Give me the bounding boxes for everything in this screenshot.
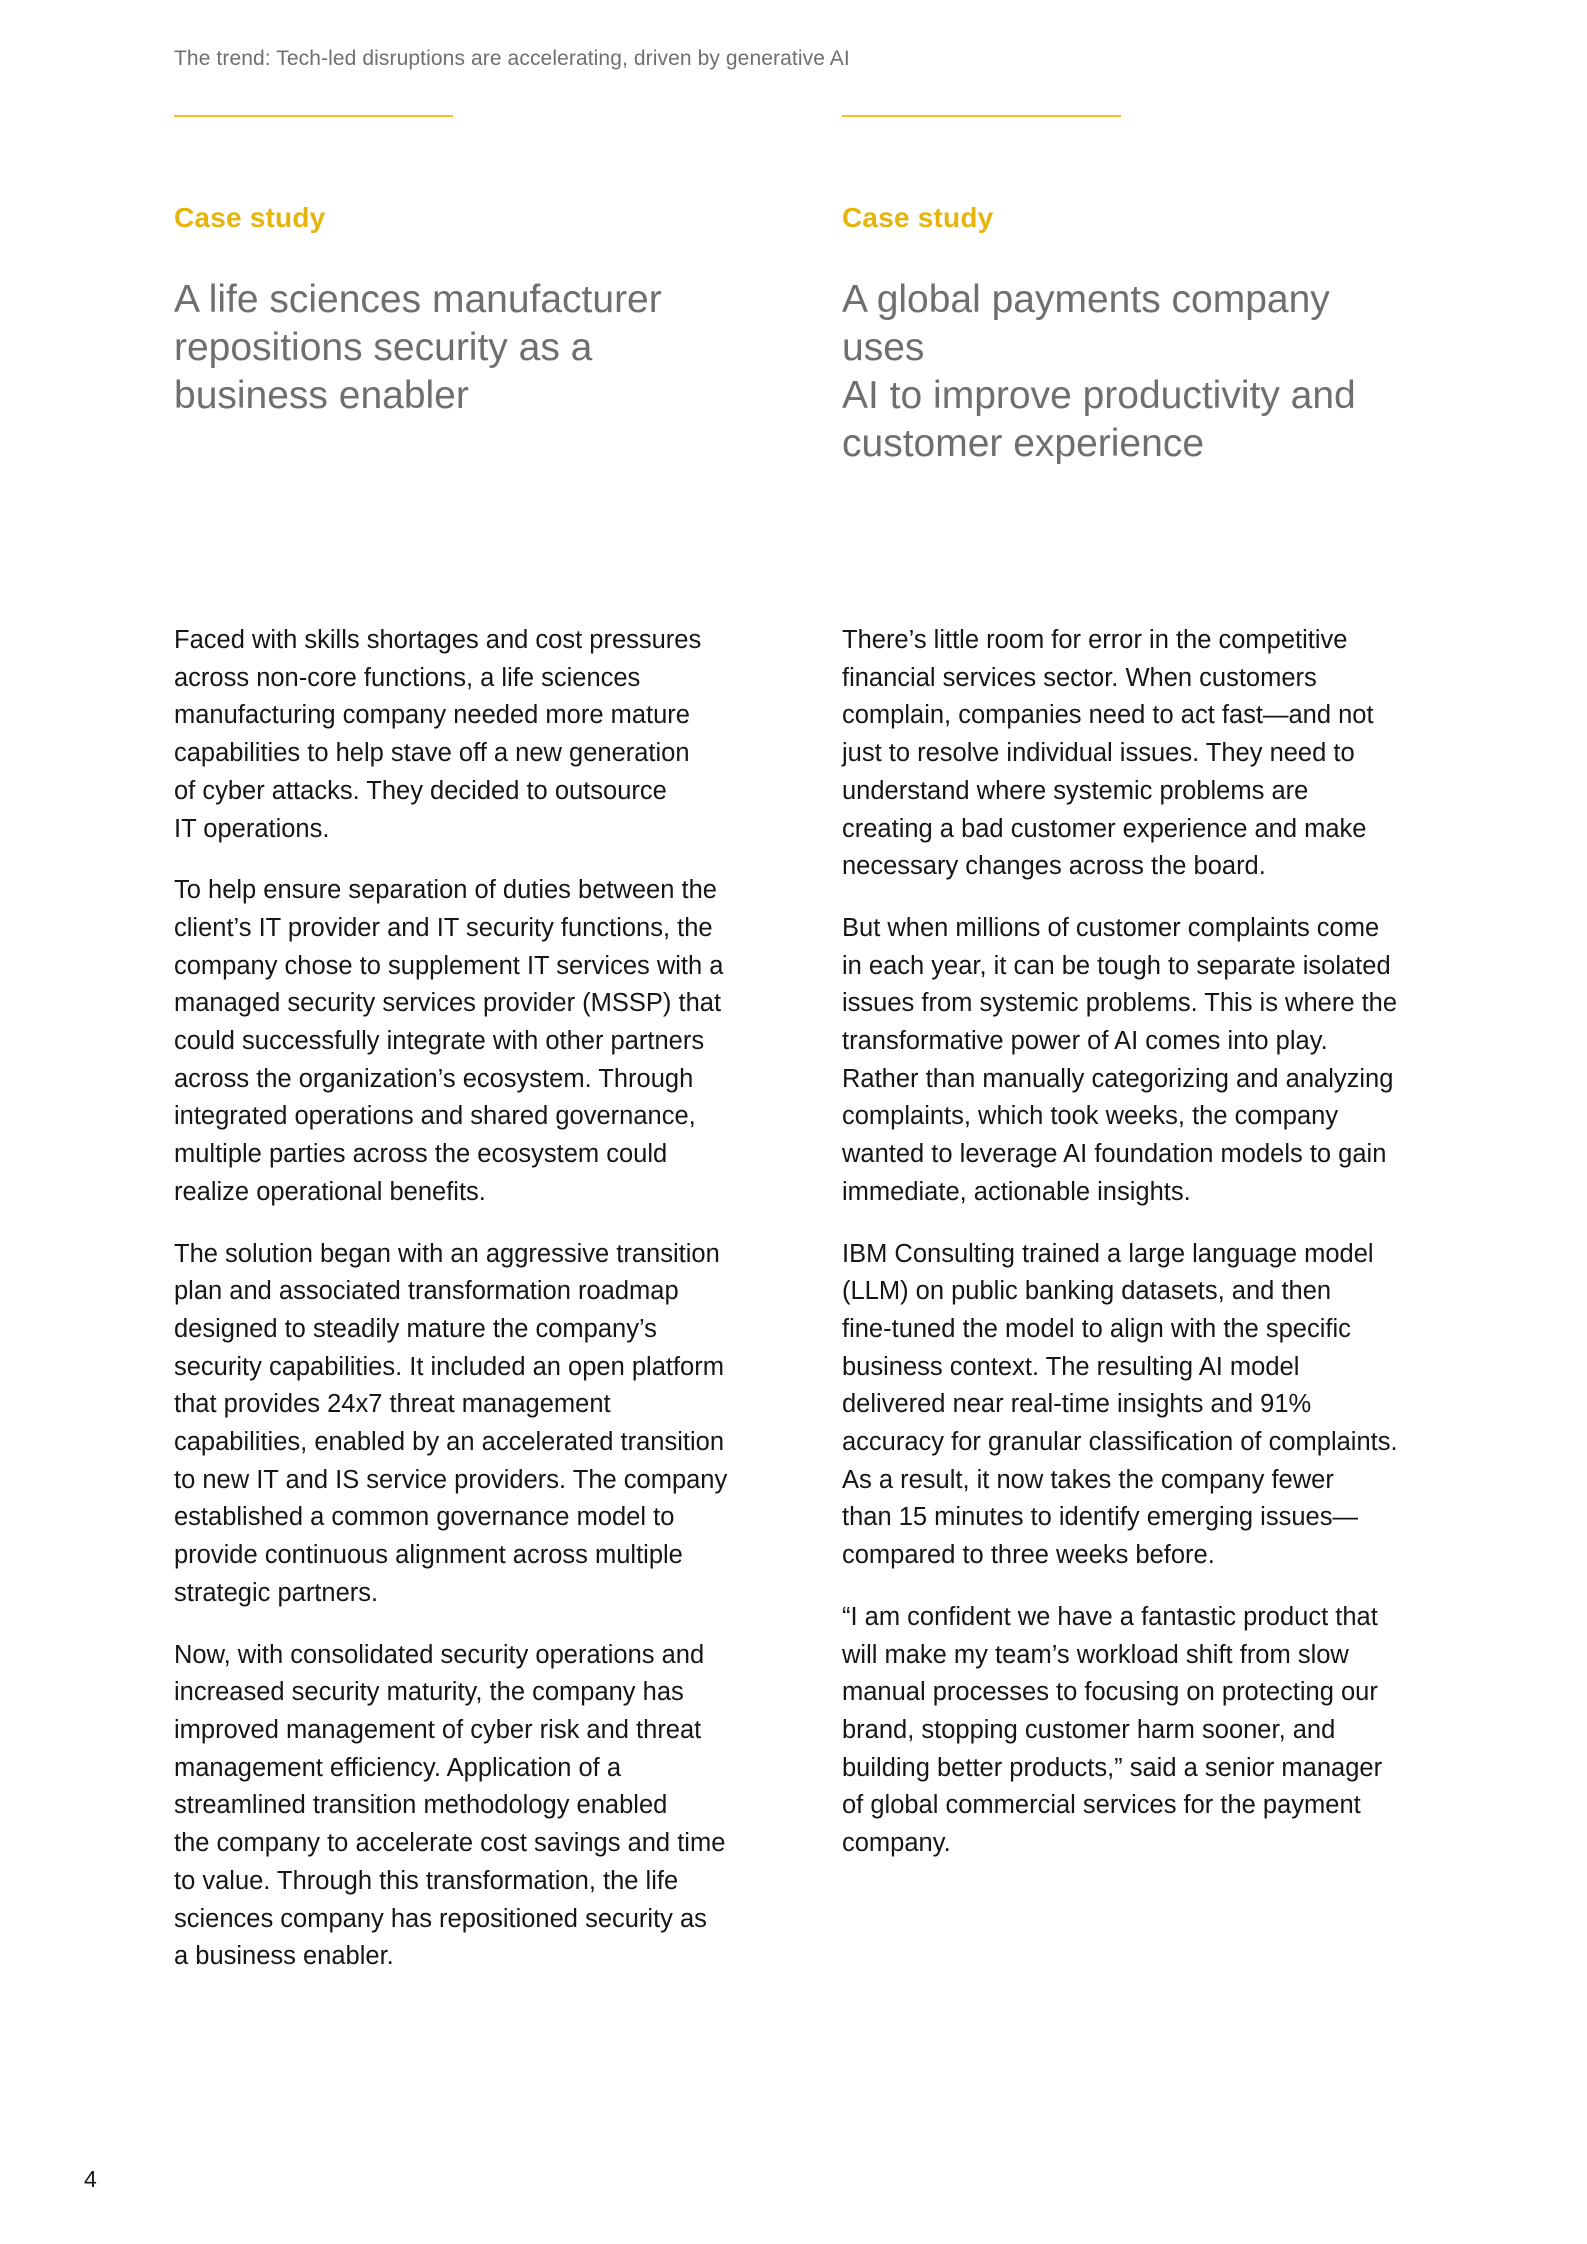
title-line: business enabler xyxy=(174,374,469,417)
body-line: managed security services provider (MSSP) that xyxy=(174,989,722,1018)
case-study-body xyxy=(842,622,1432,1887)
body-line: a business enabler. xyxy=(174,1942,394,1971)
body-line: client’s IT provider and IT security functions, the xyxy=(174,913,713,942)
body-line: provide continuous alignment across multiple xyxy=(174,1541,683,1570)
body-line: plan and associated transformation roadmap xyxy=(174,1277,679,1306)
case-study-eyebrow: Case study xyxy=(174,202,326,233)
body-line: There’s little room for error in the competitive xyxy=(842,626,1348,654)
body-line: realize operational benefits. xyxy=(174,1177,486,1206)
body-line: multiple parties across the ecosystem could xyxy=(174,1140,668,1169)
body-line: manual processes to focusing on protecting our xyxy=(842,1678,1378,1707)
body-line: strategic partners. xyxy=(174,1578,379,1607)
body-line: issues from systemic problems. This is where the xyxy=(842,989,1398,1018)
body-line: capabilities, enabled by an accelerated transition xyxy=(174,1428,725,1457)
title-line: A life sciences manufacturer xyxy=(174,278,662,321)
body-line: in each year, it can be tough to separate isolated xyxy=(842,951,1391,980)
body-line: improved management of cyber risk and threat xyxy=(174,1715,702,1744)
accent-rule xyxy=(842,115,1121,117)
title-line: A global payments company uses xyxy=(842,278,1330,369)
body-line: capabilities to help stave off a new generation xyxy=(174,739,690,768)
title-line: customer experience xyxy=(842,422,1205,465)
body-line: integrated operations and shared governance, xyxy=(174,1102,696,1131)
body-line: across the organization’s ecosystem. Through xyxy=(174,1064,694,1093)
body-line: The solution began with an aggressive transition xyxy=(174,1239,720,1268)
body-paragraph xyxy=(174,622,764,848)
body-line: of global commercial services for the payment xyxy=(842,1791,1361,1820)
body-line: established a common governance model to xyxy=(174,1503,675,1532)
body-line: “I am confident we have a fantastic product that xyxy=(842,1602,1378,1631)
body-line: accuracy for granular classification of complaints. xyxy=(842,1428,1398,1457)
title-line: AI to improve productivity and xyxy=(842,374,1356,417)
body-line: To help ensure separation of duties between the xyxy=(174,876,717,905)
body-line: delivered near real-time insights and 91% xyxy=(842,1390,1312,1419)
body-line: of cyber attacks. They decided to outsource xyxy=(174,776,667,805)
body-line: streamlined transition methodology enabled xyxy=(174,1791,668,1820)
body-line: designed to steadily mature the company’s xyxy=(174,1314,657,1343)
body-line: across non-core functions, a life sciences xyxy=(174,663,641,692)
body-line: Now, with consolidated security operations and xyxy=(174,1640,705,1669)
body-line: increased security maturity, the company has xyxy=(174,1678,684,1707)
body-line: to value. Through this transformation, the life xyxy=(174,1866,679,1895)
body-line: than 15 minutes to identify emerging issues— xyxy=(842,1503,1358,1532)
body-line: complain, companies need to act fast—and not xyxy=(842,701,1374,730)
body-paragraph xyxy=(174,1637,764,1976)
body-line: wanted to leverage AI foundation models to gain xyxy=(842,1140,1387,1169)
body-line: As a result, it now takes the company fewer xyxy=(842,1465,1334,1494)
body-line: to new IT and IS service providers. The company xyxy=(174,1465,728,1494)
accent-rule xyxy=(174,115,453,117)
body-line: transformative power of AI comes into play. xyxy=(842,1027,1328,1056)
body-line: fine-tuned the model to align with the specific xyxy=(842,1314,1351,1343)
body-line: building better products,” said a senior manager xyxy=(842,1753,1383,1782)
body-paragraph xyxy=(174,872,764,1211)
body-line: could successfully integrate with other partners xyxy=(174,1027,705,1056)
body-line: understand where systemic problems are xyxy=(842,776,1309,805)
body-paragraph xyxy=(174,1236,764,1613)
body-line: just to resolve individual issues. They need to xyxy=(842,739,1355,768)
case-study-eyebrow: Case study xyxy=(842,202,994,233)
body-line: Rather than manually categorizing and analyzing xyxy=(842,1064,1394,1093)
case-study-body xyxy=(174,622,764,2000)
case-study-title xyxy=(842,276,1402,468)
body-line: compared to three weeks before. xyxy=(842,1541,1215,1570)
body-line: company chose to supplement IT services with a xyxy=(174,951,724,980)
body-line: will make my team’s workload shift from slow xyxy=(842,1640,1349,1669)
body-line: financial services sector. When customers xyxy=(842,663,1317,692)
body-line: business context. The resulting AI model xyxy=(842,1352,1300,1381)
body-line: creating a bad customer experience and make xyxy=(842,814,1367,843)
body-line: IT operations. xyxy=(174,814,330,843)
body-line: immediate, actionable insights. xyxy=(842,1177,1191,1206)
title-line: repositions security as a xyxy=(174,326,593,369)
body-line: IBM Consulting trained a large language model xyxy=(842,1239,1374,1268)
body-line: security capabilities. It included an open platform xyxy=(174,1352,724,1381)
body-line: necessary changes across the board. xyxy=(842,852,1266,881)
body-line: that provides 24x7 threat management xyxy=(174,1390,611,1419)
body-paragraph xyxy=(842,910,1432,1212)
body-paragraph xyxy=(842,1236,1432,1575)
page-number: 4 xyxy=(84,2166,97,2192)
body-line: But when millions of customer complaints come xyxy=(842,913,1380,942)
body-paragraph xyxy=(842,622,1432,886)
body-line: the company to accelerate cost savings and time xyxy=(174,1829,726,1858)
body-line: sciences company has repositioned security as xyxy=(174,1904,707,1933)
body-line: (LLM) on public banking datasets, and then xyxy=(842,1277,1332,1306)
body-paragraph xyxy=(842,1599,1432,1863)
body-line: Faced with skills shortages and cost pressures xyxy=(174,626,702,654)
body-line: brand, stopping customer harm sooner, and xyxy=(842,1715,1336,1744)
body-line: company. xyxy=(842,1829,951,1858)
body-line: management efficiency. Application of a xyxy=(174,1753,621,1782)
body-line: manufacturing company needed more mature xyxy=(174,701,690,730)
running-header: The trend: Tech-led disruptions are accelerating, driven by generative AI xyxy=(174,47,850,70)
case-study-title xyxy=(174,276,734,420)
body-line: complaints, which took weeks, the company xyxy=(842,1102,1339,1131)
